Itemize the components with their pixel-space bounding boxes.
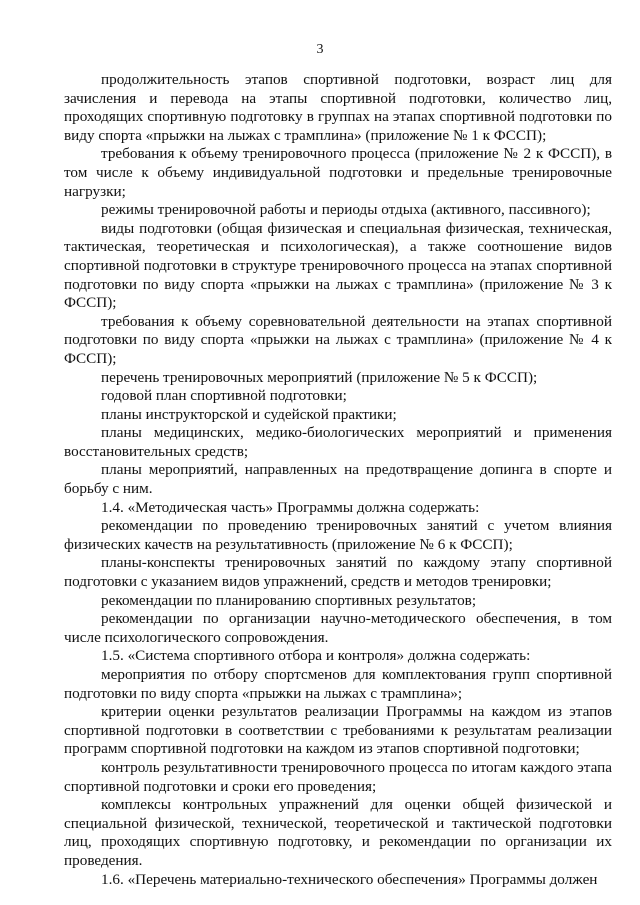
section-heading: 1.5. «Система спортивного отбора и контроля» должна содержать: <box>101 647 531 665</box>
paragraph: продолжительность этапов спортивной подготовки, возраст лиц для зачисления и перевода на этапы спортивной подготовки, количество лиц, проходящих спортивную подготовку в группах на этапах спортивной подготовки по виду спорта «прыжки на лыжах с трамплина» (приложение № 1 к ФССП); <box>64 71 612 144</box>
paragraph: критерии оценки результатов реализации Программы на каждом из этапов спортивной подготовки в соответствии с требованиями к результатам реализации программ спортивной подготовки на каждом из этапов спортивной подготовки; <box>64 703 612 758</box>
paragraph: рекомендации по проведению тренировочных занятий с учетом влияния физических качеств на результативность (приложение № 6 к ФССП); <box>64 517 612 553</box>
paragraph: годовой план спортивной подготовки; <box>101 387 347 405</box>
paragraph: мероприятия по отбору спортсменов для комплектования групп спортивной подготовки по виду спорта «прыжки на лыжах с трамплина»; <box>64 666 612 702</box>
paragraph: рекомендации по организации научно-методического обеспечения, в том числе психологического сопровождения. <box>64 610 612 646</box>
paragraph: контроль результативности тренировочного процесса по итогам каждого этапа спортивной подготовки и сроки его проведения; <box>64 758 612 795</box>
document-body <box>64 71 612 889</box>
paragraph: комплексы контрольных упражнений для оценки общей физической и специальной физической, технической, теоретической и тактической подготовки лиц, проходящих спортивную подготовку, и рекомендации по организации их проведения. <box>64 796 612 869</box>
paragraph: планы инструкторской и судейской практики; <box>101 405 397 423</box>
paragraph: требования к объему тренировочного процесса (приложение № 2 к ФССП), в том числе к объему индивидуальной подготовки и предельные тренировочные нагрузки; <box>64 145 612 200</box>
paragraph: рекомендации по планированию спортивных результатов; <box>101 591 477 609</box>
paragraph: перечень тренировочных мероприятий (приложение № 5 к ФССП); <box>101 368 538 386</box>
paragraph: требования к объему соревновательной деятельности на этапах спортивной подготовки по виду спорта «прыжки на лыжах с трамплина» (приложение № 4 к ФССП); <box>64 312 612 367</box>
paragraph: планы мероприятий, направленных на предотвращение допинга в спорте и борьбу с ним. <box>64 461 612 498</box>
paragraph: планы медицинских, медико-биологических мероприятий и применения восстановительных средств; <box>64 424 612 460</box>
paragraph: планы-конспекты тренировочных занятий по каждому этапу спортивной подготовки с указанием видов упражнений, средств и методов тренировки; <box>64 554 612 591</box>
section-heading: 1.4. «Методическая часть» Программы должна содержать: <box>101 498 480 516</box>
paragraph: виды подготовки (общая физическая и специальная физическая, техническая, тактическая, теоретическая и психологическая), а также соотношение видов спортивной подготовки в структуре тренировочного процесса на этапах спортивной подготовки по виду спорта «прыжки на лыжах с трамплина» (приложение № 3 к ФССП); <box>64 219 612 312</box>
paragraph: режимы тренировочной работы и периоды отдыха (активного, пассивного); <box>101 201 591 219</box>
section-heading: 1.6. «Перечень материально-технического обеспечения» Программы должен <box>101 870 598 888</box>
page-number: 3 <box>316 42 324 57</box>
